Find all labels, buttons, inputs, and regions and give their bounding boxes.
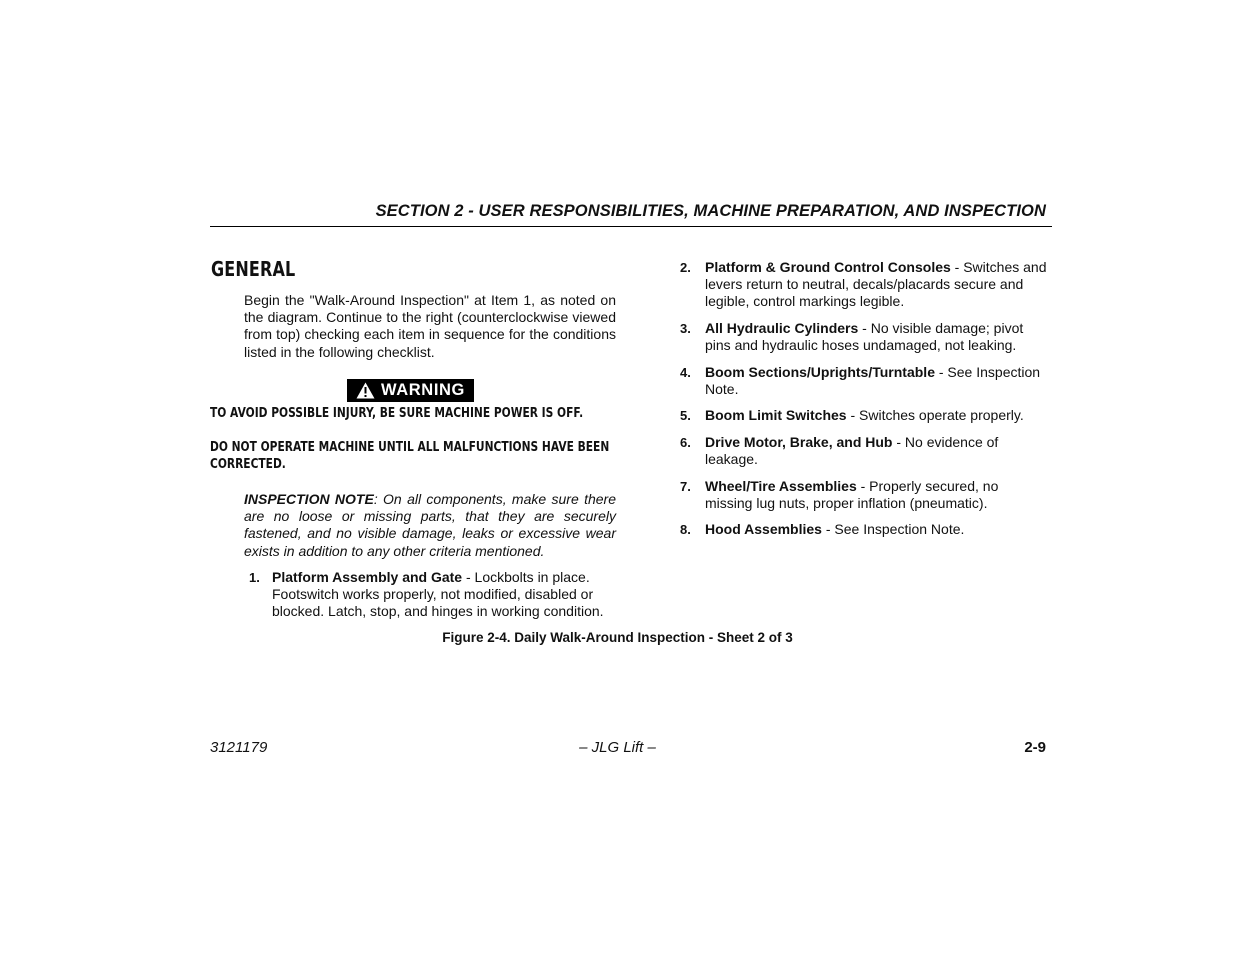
figure-caption: Figure 2-4. Daily Walk-Around Inspection - Sheet 2 of 3: [442, 630, 793, 645]
warning-badge: [347, 379, 474, 402]
item-text: - Lockbolts in place. Footswitch works properly, not modified, disabled or blocked. Latch, stop, and hinges in working condition.: [272, 569, 604, 620]
item-number: 6.: [680, 435, 691, 450]
inspection-note: [244, 491, 616, 560]
item-title: Drive Motor, Brake, and Hub: [705, 434, 893, 450]
item-title: All Hydraulic Cylinders: [705, 320, 859, 336]
item-title: Hood Assemblies: [705, 521, 822, 537]
section-header-title: SECTION 2 - USER RESPONSIBILITIES, MACHINE PREPARATION, AND INSPECTION: [375, 202, 1046, 220]
item-title: Wheel/Tire Assemblies: [705, 478, 857, 494]
inspection-note-text: : On all components, make sure there are no loose or missing parts, that they are securely fastened, and no visible damage, leaks or excessive wear exists in addition to any other criteria mentioned.: [244, 491, 616, 559]
item-text: - Switches operate properly.: [846, 407, 1024, 423]
intro-paragraph: Begin the "Walk-Around Inspection" at Item 1, as noted on the diagram. Continue to the right (counterclockwise viewed from top) checking each item in sequence for the conditions listed in the following checklist.: [244, 292, 616, 360]
inspection-note-label: INSPECTION NOTE: [244, 491, 374, 507]
footer-brand: – JLG Lift –: [579, 739, 656, 756]
warning-text-corrected: CORRECTED.: [210, 457, 286, 472]
item-number: 3.: [680, 321, 691, 336]
item-text: - See Inspection Note.: [821, 521, 965, 537]
item-number: 1.: [249, 570, 260, 585]
item-title: Boom Sections/Uprights/Turntable: [705, 364, 935, 380]
footer-doc-number: 3121179: [210, 739, 268, 756]
item-title: Platform & Ground Control Consoles: [705, 259, 951, 275]
header-divider: [210, 226, 1052, 227]
warning-text-power-off: TO AVOID POSSIBLE INJURY, BE SURE MACHINE POWER IS OFF.: [210, 406, 584, 421]
warning-text-malfunctions: DO NOT OPERATE MACHINE UNTIL ALL MALFUNCTIONS HAVE BEEN: [210, 440, 610, 455]
item-number: 2.: [680, 260, 691, 275]
item-number: 8.: [680, 522, 691, 537]
footer-page-number: 2-9: [1024, 739, 1046, 756]
item-text: - See Inspection Note.: [705, 364, 1041, 398]
item-title: Boom Limit Switches: [705, 407, 847, 423]
item-number: 4.: [680, 365, 691, 380]
item-title: Platform Assembly and Gate: [272, 569, 463, 585]
item-text: - No evidence of leakage.: [705, 434, 999, 468]
item-text: - No visible damage; pivot pins and hydraulic hoses undamaged, not leaking.: [705, 320, 1024, 354]
item-number: 5.: [680, 408, 691, 423]
warning-label: WARNING: [381, 381, 465, 399]
general-heading: GENERAL: [211, 257, 296, 281]
item-text: - Switches and levers return to neutral, decals/placards secure and legible, control markings legible.: [705, 259, 1047, 310]
warning-triangle-icon: [356, 382, 375, 399]
item-number: 7.: [680, 479, 691, 494]
item-text: - Properly secured, no missing lug nuts, proper inflation (pneumatic).: [705, 478, 999, 512]
